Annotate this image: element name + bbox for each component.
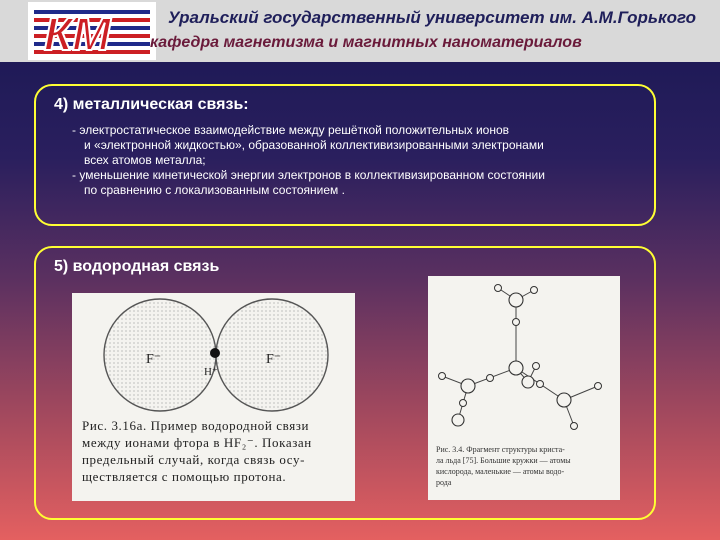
metallic-line: всех атомов металла; (84, 153, 206, 167)
figure-ice-structure (428, 276, 620, 500)
ice-structure-diagram (428, 276, 620, 444)
figure-ice-caption (436, 444, 616, 488)
metallic-line: по сравнению с локализованным состоянием . (84, 183, 345, 197)
figure-hf2 (72, 293, 355, 501)
label-f-left: F⁻ (146, 352, 162, 367)
proton-dot (210, 348, 220, 358)
metallic-line: - уменьшение кинетической энергии электронов в коллективизированном состоянии (72, 168, 545, 182)
metallic-line: и «электронной жидкостью», образованной коллективизированными электронами (84, 138, 544, 152)
label-f-right: F⁻ (266, 352, 282, 367)
caption-line: рода (436, 478, 452, 487)
caption-line: между ионами фтора в HF₂⁻. Показан (82, 435, 312, 450)
caption-line: Рис. 3.4. Фрагмент структуры криста- (436, 445, 565, 454)
university-title: Уральский государственный университет им. А.М.Горького (168, 8, 697, 27)
metallic-line: - электростатическое взаимодействие между решёткой положительных ионов (72, 123, 510, 137)
caption-line: кислорода, маленькие — атомы водо- (436, 467, 565, 476)
metallic-bond-box (34, 84, 656, 226)
figure-hf2-caption (82, 417, 350, 485)
caption-line: ла льда [75]. Большие кружки — атомы (436, 456, 571, 465)
caption-line: предельный случай, когда связь осу- (82, 452, 306, 467)
metallic-bond-heading: 4) металлическая связь: (54, 96, 249, 113)
logo-letters: КМ (44, 8, 111, 60)
label-h: H⁺ (204, 366, 218, 378)
caption-line: ществляется с помощью протона. (82, 469, 287, 484)
km-logo (28, 2, 156, 60)
metallic-bond-text (72, 123, 652, 198)
oxygen-atoms (452, 293, 571, 426)
header (0, 0, 720, 62)
department-title: кафедра магнетизма и магнитных наноматериалов (150, 34, 582, 51)
caption-line: Рис. 3.16а. Пример водородной связи (82, 418, 310, 433)
hydrogen-bond-heading: 5) водородная связь (54, 258, 220, 275)
hf2-diagram (72, 293, 355, 417)
